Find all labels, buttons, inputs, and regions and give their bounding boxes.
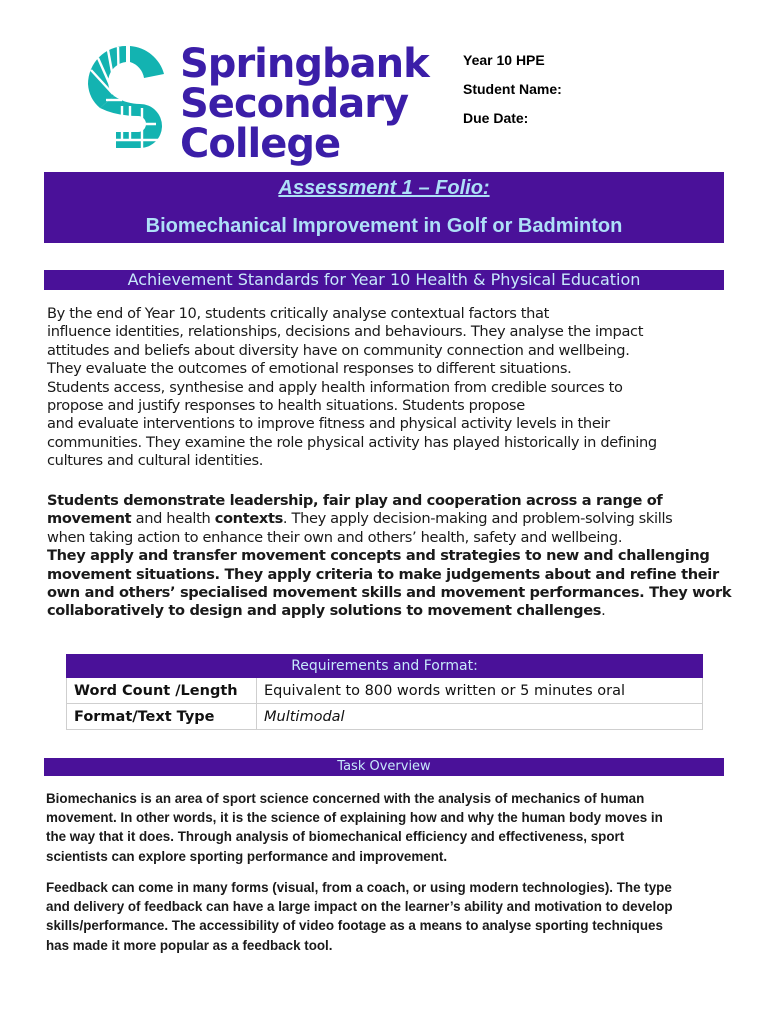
text-line: They evaluate the outcomes of emotional responses to different situations. <box>47 360 572 378</box>
school-logo-icon <box>86 44 166 150</box>
task-overview-paragraph-1 <box>46 789 726 866</box>
text-line: cultures and cultural identities. <box>47 452 264 470</box>
student-name-label: Student Name: <box>463 81 562 97</box>
text: . They apply decision-making and problem-solving skills <box>282 510 673 528</box>
text-bold: movement <box>47 510 132 528</box>
text-line: propose and justify responses to health situations. Students propose <box>47 397 525 415</box>
text-line: has made it more popular as a feedback tool. <box>46 937 333 953</box>
year-label: Year 10 HPE <box>463 52 545 68</box>
table-row <box>67 678 703 704</box>
text-bold: contexts <box>214 510 283 528</box>
text-line: and delivery of feedback can have a large impact on the learner’s ability and motivation to develop <box>46 899 673 915</box>
text-bold: movement situations. They apply criteria to make judgements about and refine their <box>47 565 719 583</box>
text-line: By the end of Year 10, students critically analyse contextual factors that <box>47 305 550 322</box>
title-banner <box>44 172 724 243</box>
text-bold: Students demonstrate leadership, fair play and cooperation across a range of <box>47 492 663 509</box>
requirements-table <box>66 654 703 730</box>
format-value: Multimodal <box>257 704 703 730</box>
text-line: scientists can explore sporting performance and improvement. <box>46 848 448 864</box>
school-name <box>180 41 429 167</box>
text-line: Feedback can come in many forms (visual, from a coach, or using modern technologies). The type <box>46 880 672 895</box>
word-count-label: Word Count /Length <box>67 678 257 704</box>
text: and health <box>131 510 215 528</box>
text-line: Biomechanics is an area of sport science concerned with the analysis of mechanics of human <box>46 791 645 806</box>
school-name-line-2: Secondary <box>180 81 409 127</box>
school-name-line-1: Springbank <box>180 41 429 87</box>
achievement-paragraph-1 <box>47 305 727 471</box>
text-line: movement. In other words, it is the science of explaining how and why the human body moves in <box>46 810 663 826</box>
text-line: communities. They examine the role physical activity has played historically in defining <box>47 433 657 451</box>
text-line: the way that it does. Through analysis of biomechanical efficiency and effectiveness, sport <box>46 829 625 845</box>
achievement-paragraph-2 <box>47 492 732 621</box>
task-overview-paragraph-2 <box>46 878 726 955</box>
text: . <box>601 602 606 620</box>
text-line: influence identities, relationships, decisions and behaviours. They analyse the impact <box>47 323 644 341</box>
text-line: Students access, synthesise and apply health information from credible sources to <box>47 378 623 396</box>
school-name-line-3: College <box>180 121 341 167</box>
assessment-title: Assessment 1 – Folio: <box>278 177 490 199</box>
text-line: attitudes and beliefs about diversity have on community connection and wellbeing. <box>47 341 630 359</box>
text-line: when taking action to enhance their own and others’ health, safety and wellbeing. <box>47 528 623 546</box>
table-row <box>67 704 703 730</box>
achievement-standards-heading: Achievement Standards for Year 10 Health & Physical Education <box>44 270 724 290</box>
text-line: and evaluate interventions to improve fitness and physical activity levels in their <box>47 415 610 433</box>
requirements-heading: Requirements and Format: <box>67 655 703 678</box>
text-line: skills/performance. The accessibility of video footage as a means to analyse sporting techniques <box>46 918 663 934</box>
text-bold: collaboratively to design and apply solutions to movement challenges <box>47 602 602 620</box>
assessment-subtitle: Biomechanical Improvement in Golf or Badminton <box>145 215 623 237</box>
word-count-value: Equivalent to 800 words written or 5 minutes oral <box>257 678 703 704</box>
task-overview-heading: Task Overview <box>44 758 724 776</box>
format-label: Format/Text Type <box>67 704 257 730</box>
student-details <box>463 46 562 133</box>
text-bold: own and others’ specialised movement skills and movement performances. They work <box>47 584 732 602</box>
text-bold: They apply and transfer movement concepts and strategies to new and challenging <box>47 547 710 565</box>
due-date-label: Due Date: <box>463 110 529 126</box>
